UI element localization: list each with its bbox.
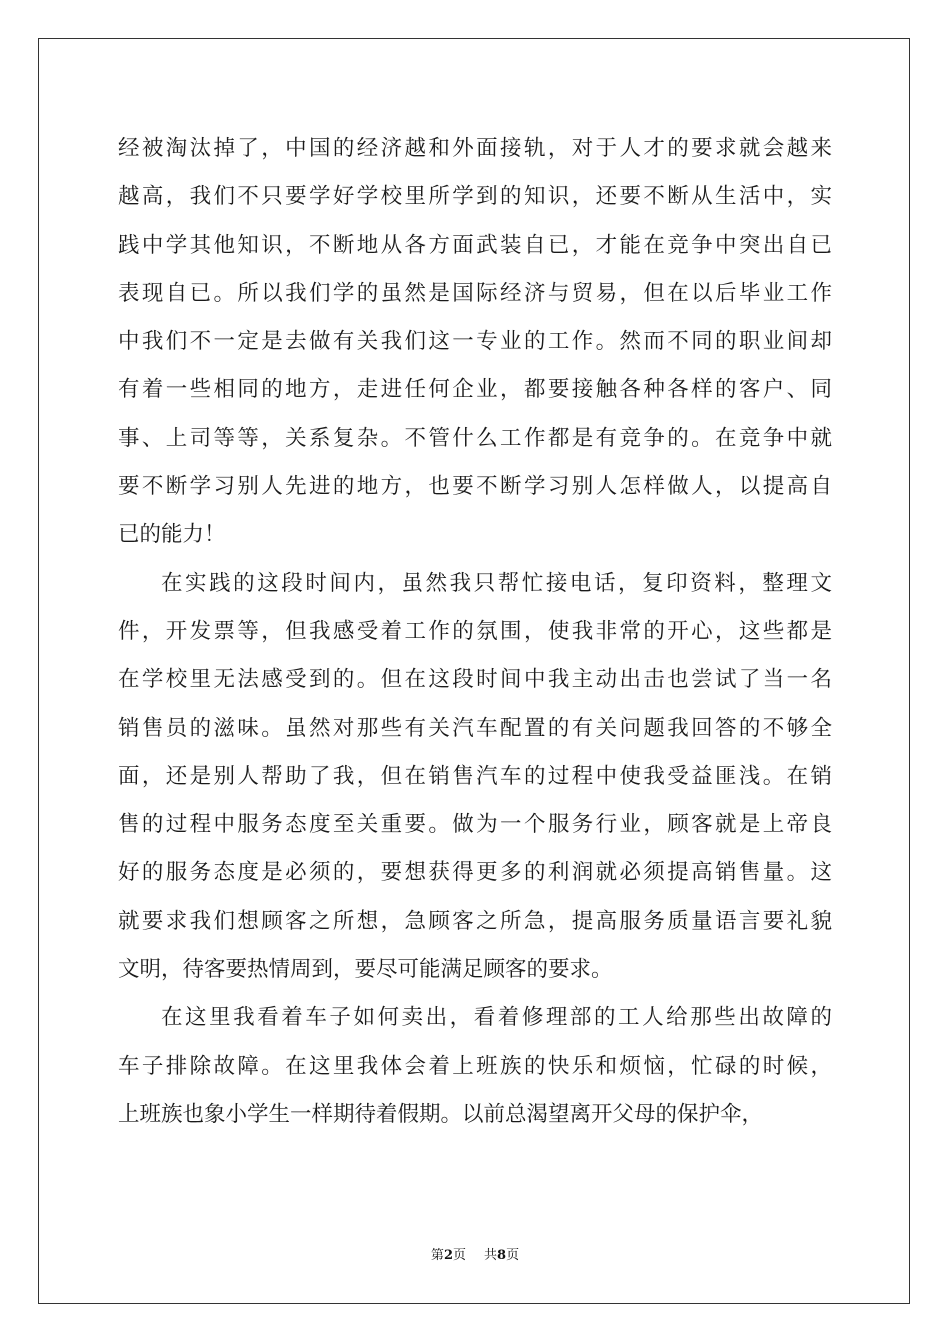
text-line: 就要求我们想顾客之所想，急顾客之所急，提高服务质量语言要礼貌 (118, 908, 832, 934)
text-line: 要不断学习别人先进的地方，也要不断学习别人怎样做人，以提高自 (118, 474, 832, 500)
current-page-number: 2 (443, 1248, 453, 1263)
total-pages-number: 8 (497, 1248, 507, 1263)
total-suffix: 页 (506, 1248, 520, 1263)
text-line: 上班族也象小学生一样期待着假期。以前总渴望离开父母的保护伞， (118, 1101, 764, 1127)
page-suffix: 页 (452, 1248, 466, 1263)
text-line: 在实践的这段时间内，虽然我只帮忙接电话，复印资料，整理文 (161, 570, 832, 596)
text-line: 车子排除故障。在这里我体会着上班族的快乐和烦恼，忙碌的时候， (118, 1053, 832, 1079)
text-line: 文明，待客要热情周到，要尽可能满足顾客的要求。 (118, 957, 613, 983)
text-line: 经被淘汰掉了，中国的经济越和外面接轨，对于人才的要求就会越来 (118, 136, 832, 161)
text-line: 践中学其他知识，不断地从各方面武装自已，才能在竞争中突出自已 (118, 232, 832, 258)
text-line: 表现自已。所以我们学的虽然是国际经济与贸易，但在以后毕业工作 (118, 280, 832, 306)
text-line: 面，还是别人帮助了我，但在销售汽车的过程中使我受益匪浅。在销 (118, 763, 832, 789)
text-line: 已的能力！ (118, 522, 226, 548)
body-text (118, 125, 832, 1139)
text-line: 好的服务态度是必须的，要想获得更多的利润就必须提高销售量。这 (118, 860, 832, 886)
total-prefix: 共 (484, 1248, 498, 1263)
text-line: 中我们不一定是去做有关我们这一专业的工作。然而不同的职业间却 (118, 329, 832, 355)
text-line: 有着一些相同的地方，走进任何企业，都要接触各种各样的客户、同 (118, 377, 832, 403)
text-line: 在学校里无法感受到的。但在这段时间中我主动出击也尝试了当一名 (118, 667, 832, 693)
text-line: 在这里我看着车子如何卖出，看着修理部的工人给那些出故障的 (161, 1005, 832, 1031)
page-prefix: 第 (430, 1248, 444, 1263)
text-line: 件，开发票等，但我感受着工作的氛围，使我非常的开心，这些都是 (118, 618, 832, 644)
paragraph (118, 994, 832, 1139)
text-line: 事、上司等等，关系复杂。不管什么工作都是有竞争的。在竞争中就 (118, 425, 832, 451)
paragraph (118, 125, 832, 560)
page-footer (0, 1247, 950, 1265)
text-line: 售的过程中服务态度至关重要。做为一个服务行业，顾客就是上帝良 (118, 812, 832, 838)
paragraph (118, 560, 832, 995)
text-line: 销售员的滋味。虽然对那些有关汽车配置的有关问题我回答的不够全 (118, 715, 832, 741)
text-line: 越高，我们不只要学好学校里所学到的知识，还要不断从生活中，实 (118, 184, 832, 210)
